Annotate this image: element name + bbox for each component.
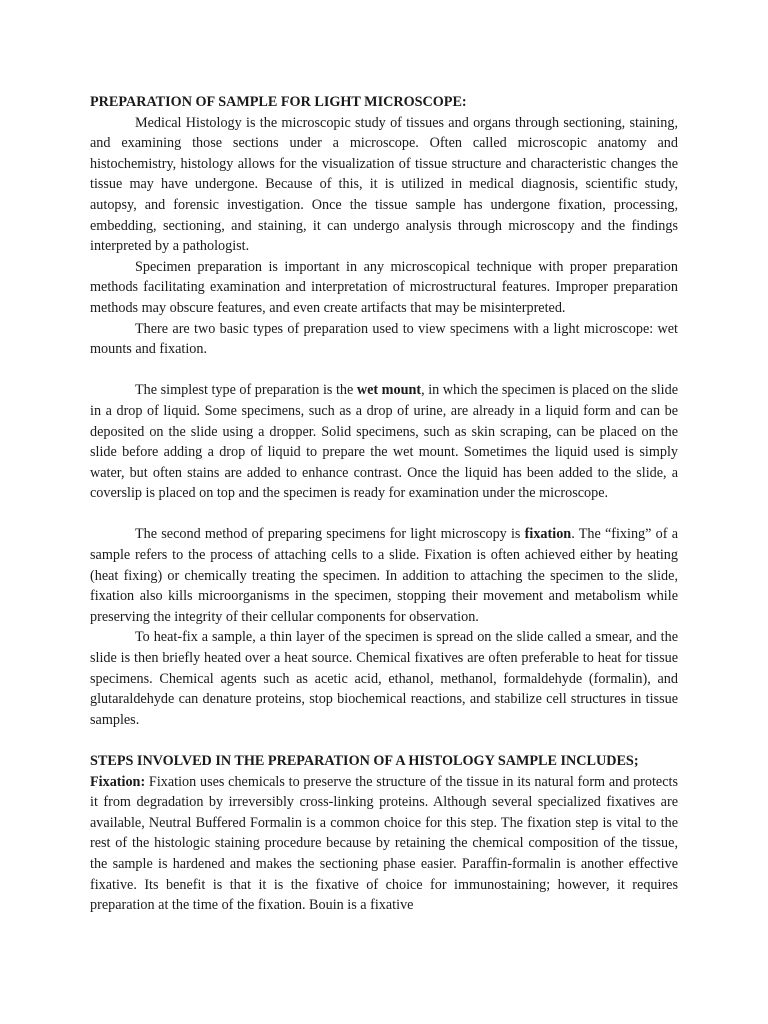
paragraph-specimen-preparation: Specimen preparation is important in any microscopical technique with proper preparation methods facilitating examination and interpretation of microstructural features. Improper preparation methods may obscure features, and even create artifacts that may be misinterpreted. [90, 258, 678, 316]
paragraph-fixation-step: Fixation: Fixation uses chemicals to preserve the structure of the tissue in its natural form and protects it from degradation by irreversibly cross-linking proteins. Although several specialized fixatives are available, Neutral Buffered Formalin is a common choice for this step. The fixation step is vital to the rest of the histologic staining procedure because by retaining the chemical composition of the tissue, the sample is hardened and makes the sectioning phase easier. Paraffin-formalin is another effective fixative. Its benefit is that it is the fixative of choice for immunostaining; however, it requires preparation at the time of the fixation. Bouin is a fixative [90, 773, 678, 914]
paragraph-heat-fix: To heat-fix a sample, a thin layer of the specimen is spread on the slide called a smear, and the slide is then briefly heated over a heat source. Chemical fixatives are often preferable to heat for tissue specimens. Chemical agents such as acetic acid, ethanol, methanol, formaldehyde (formalin), and glutaraldehyde can denature proteins, stop biochemical reactions, and stabilize cell structures in tissue samples. [90, 629, 678, 728]
section-heading-steps: STEPS INVOLVED IN THE PREPARATION OF A HISTOLOGY SAMPLE INCLUDES; [90, 753, 639, 769]
term-wet-mount: wet mount [356, 382, 422, 399]
paragraph-medical-histology: Medical Histology is the microscopic study of tissues and organs through sectioning, staining, and examining those sections under a microscope. Often called microscopic anatomy and histochemistry, histology allows for the visualization of tissue structure and characteristic changes the tissue may have undergone. Because of this, it is utilized in medical diagnosis, scientific study, autopsy, and forensic investigation. Once the tissue sample has undergone fixation, processing, embedding, sectioning, and staining, it can undergo analysis through microscopy and the findings interpreted by a pathologist. [90, 114, 678, 255]
paragraph-wet-mount: The simplest type of preparation is the wet mount, in which the specimen is placed on the slide in a drop of liquid. Some specimens, such as a drop of urine, are already in a liquid form and can be deposited on the slide using a dropper. Solid specimens, such as skin scraping, can be placed on the slide before adding a drop of liquid to prepare the wet mount. Sometimes the liquid used is simply water, but often stains are added to enhance contrast. Once the liquid has been added to the slide, a coverslip is placed on top and the specimen is ready for examination under the microscope. [90, 382, 679, 502]
term-fixation-step: Fixation: [90, 773, 146, 790]
paragraph-gap [90, 504, 678, 525]
paragraph-gap [90, 730, 678, 751]
document-title: PREPARATION OF SAMPLE FOR LIGHT MICROSCOPE: [90, 94, 467, 110]
paragraph-gap [90, 360, 678, 381]
paragraph-fixation-method: The second method of preparing specimens for light microscopy is fixation. The “fixing” of a sample refers to the process of attaching cells to a slide. Fixation is often achieved either by heating (heat fixing) or chemically treating the specimen. In addition to attaching the specimen to the slide, fixation also kills microorganisms in the specimen, stopping their movement and metabolism while preserving the integrity of their cellular components for observation. [90, 526, 678, 625]
term-fixation: fixation [524, 526, 572, 543]
paragraph-two-types: There are two basic types of preparation used to view specimens with a light microscope: wet mounts and fixation. [90, 320, 678, 358]
